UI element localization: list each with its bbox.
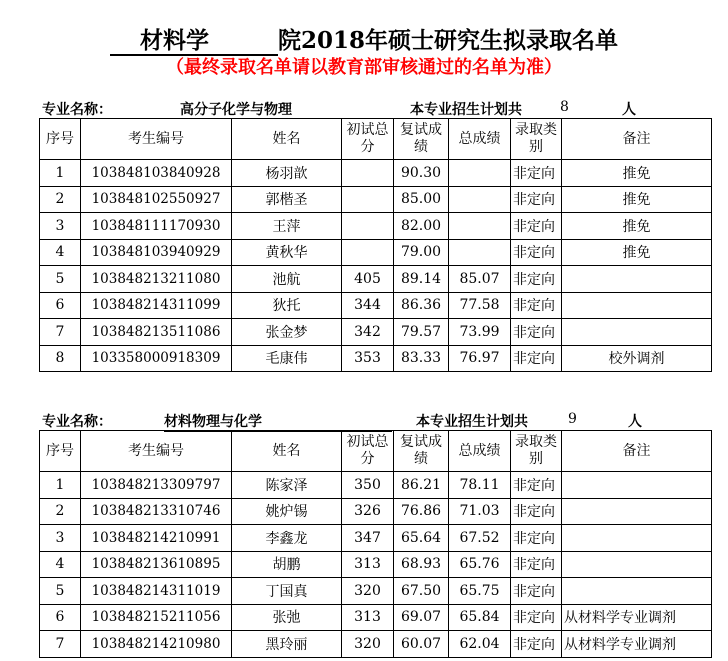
- retest-score-cell: 65.64: [394, 525, 449, 552]
- column-header-total-score: 总成绩: [449, 119, 511, 160]
- total-score-cell: 78.11: [449, 472, 511, 499]
- category-cell: 非定向: [511, 266, 562, 293]
- column-header-total-score: 总成绩: [449, 431, 511, 472]
- remarks-cell: [562, 319, 712, 346]
- candidate-id-cell: 103848213511086: [81, 319, 232, 346]
- candidate-id-cell: 103848215211056: [81, 604, 232, 631]
- retest-score-cell: 60.07: [394, 631, 449, 658]
- major-name: 材料物理与化学: [164, 411, 392, 432]
- candidate-id-cell: 103848214311019: [81, 578, 232, 605]
- initial-score-cell: [342, 160, 394, 187]
- candidate-id-cell: 103848214210980: [81, 631, 232, 658]
- admission-table-1: [39, 430, 712, 658]
- name-cell: 陈家泽: [232, 472, 342, 499]
- candidate-id-cell: 103848214210991: [81, 525, 232, 552]
- category-cell: 非定向: [511, 239, 562, 266]
- initial-score-cell: 320: [342, 631, 394, 658]
- table-row: [40, 213, 712, 240]
- column-header-seq: 序号: [40, 119, 81, 160]
- seq-cell: 3: [40, 213, 81, 240]
- remarks-cell: 推免: [562, 213, 712, 240]
- column-header-retest-score: 复试成绩: [394, 119, 449, 160]
- total-score-cell: 67.52: [449, 525, 511, 552]
- total-score-cell: 65.75: [449, 578, 511, 605]
- seq-cell: 6: [40, 292, 81, 319]
- candidate-id-cell: 103848213309797: [81, 472, 232, 499]
- seq-cell: 1: [40, 160, 81, 187]
- plan-label: 本专业招生计划共: [416, 414, 528, 430]
- remarks-cell: 从材料学专业调剂: [562, 631, 712, 658]
- initial-score-cell: 342: [342, 319, 394, 346]
- total-score-cell: [449, 186, 511, 213]
- remarks-cell: 推免: [562, 186, 712, 213]
- table-row: [40, 551, 712, 578]
- table-row: [40, 578, 712, 605]
- remarks-cell: 从材料学专业调剂: [562, 604, 712, 631]
- name-cell: 丁国真: [232, 578, 342, 605]
- table-row: [40, 239, 712, 266]
- retest-score-cell: 67.50: [394, 578, 449, 605]
- seq-cell: 6: [40, 604, 81, 631]
- initial-score-cell: 320: [342, 578, 394, 605]
- candidate-id-cell: 103848213211080: [81, 266, 232, 293]
- total-score-cell: 65.76: [449, 551, 511, 578]
- category-cell: 非定向: [511, 345, 562, 372]
- name-cell: 毛康伟: [232, 345, 342, 372]
- name-cell: 郭楷圣: [232, 186, 342, 213]
- plan-unit: 人: [622, 102, 636, 118]
- column-header-category: 录取类别: [511, 119, 562, 160]
- column-header-seq: 序号: [40, 431, 81, 472]
- name-cell: 李鑫龙: [232, 525, 342, 552]
- candidate-id-cell: 103848102550927: [81, 186, 232, 213]
- remarks-cell: [562, 525, 712, 552]
- category-cell: 非定向: [511, 631, 562, 658]
- table-row: [40, 186, 712, 213]
- candidate-id-cell: 103848213310746: [81, 498, 232, 525]
- column-header-category: 录取类别: [511, 431, 562, 472]
- remarks-cell: 推免: [562, 160, 712, 187]
- seq-cell: 2: [40, 498, 81, 525]
- seq-cell: 4: [40, 551, 81, 578]
- column-header-name: 姓名: [232, 119, 342, 160]
- name-cell: 王萍: [232, 213, 342, 240]
- admission-table-0: [39, 118, 712, 372]
- retest-score-cell: 89.14: [394, 266, 449, 293]
- column-header-remarks: 备注: [562, 119, 712, 160]
- category-cell: 非定向: [511, 578, 562, 605]
- retest-score-cell: 90.30: [394, 160, 449, 187]
- total-score-cell: 71.03: [449, 498, 511, 525]
- category-cell: 非定向: [511, 213, 562, 240]
- retest-score-cell: 79.00: [394, 239, 449, 266]
- plan-unit: 人: [628, 414, 642, 430]
- seq-cell: 5: [40, 578, 81, 605]
- seq-cell: 1: [40, 472, 81, 499]
- name-cell: 张弛: [232, 604, 342, 631]
- header-row: [40, 431, 712, 472]
- plan-label: 本专业招生计划共: [410, 102, 522, 118]
- total-score-cell: [449, 239, 511, 266]
- seq-cell: 3: [40, 525, 81, 552]
- seq-cell: 5: [40, 266, 81, 293]
- name-cell: 杨羽歆: [232, 160, 342, 187]
- name-cell: 胡鹏: [232, 551, 342, 578]
- seq-cell: 2: [40, 186, 81, 213]
- remarks-cell: [562, 472, 712, 499]
- initial-score-cell: [342, 186, 394, 213]
- category-cell: 非定向: [511, 551, 562, 578]
- name-cell: 池航: [232, 266, 342, 293]
- table-row: [40, 631, 712, 658]
- initial-score-cell: 347: [342, 525, 394, 552]
- table-row: [40, 266, 712, 293]
- retest-score-cell: 68.93: [394, 551, 449, 578]
- retest-score-cell: 82.00: [394, 213, 449, 240]
- seq-cell: 7: [40, 319, 81, 346]
- candidate-id-cell: 103358000918309: [81, 345, 232, 372]
- seq-cell: 4: [40, 239, 81, 266]
- table-row: [40, 345, 712, 372]
- category-cell: 非定向: [511, 498, 562, 525]
- table-row: [40, 292, 712, 319]
- retest-score-cell: 76.86: [394, 498, 449, 525]
- total-score-cell: 62.04: [449, 631, 511, 658]
- remarks-cell: [562, 551, 712, 578]
- notice: （最终录取名单请以教育部审核通过的名单为准）: [166, 57, 562, 78]
- category-cell: 非定向: [511, 319, 562, 346]
- retest-score-cell: 86.21: [394, 472, 449, 499]
- college-name: 材料学: [110, 28, 278, 56]
- total-score-cell: 65.84: [449, 604, 511, 631]
- initial-score-cell: 326: [342, 498, 394, 525]
- major-label: 专业名称：: [42, 102, 112, 118]
- column-header-remarks: 备注: [562, 431, 712, 472]
- category-cell: 非定向: [511, 292, 562, 319]
- title-suffix: 院2018年硕士研究生拟录取名单: [277, 27, 618, 54]
- total-score-cell: 73.99: [449, 319, 511, 346]
- page-title: [0, 22, 728, 56]
- category-cell: 非定向: [511, 160, 562, 187]
- remarks-cell: 校外调剂: [562, 345, 712, 372]
- remarks-cell: 推免: [562, 239, 712, 266]
- seq-cell: 8: [40, 345, 81, 372]
- table-row: [40, 472, 712, 499]
- category-cell: 非定向: [511, 604, 562, 631]
- remarks-cell: [562, 266, 712, 293]
- column-header-initial-score: 初试总分: [342, 119, 394, 160]
- category-cell: 非定向: [511, 525, 562, 552]
- total-score-cell: 76.97: [449, 345, 511, 372]
- total-score-cell: 85.07: [449, 266, 511, 293]
- candidate-id-cell: 103848103840928: [81, 160, 232, 187]
- table-row: [40, 525, 712, 552]
- name-cell: 张金梦: [232, 319, 342, 346]
- remarks-cell: [562, 292, 712, 319]
- major-label: 专业名称：: [42, 414, 112, 430]
- total-score-cell: [449, 160, 511, 187]
- initial-score-cell: 344: [342, 292, 394, 319]
- header-row: [40, 119, 712, 160]
- candidate-id-cell: 103848103940929: [81, 239, 232, 266]
- total-score-cell: 77.58: [449, 292, 511, 319]
- remarks-cell: [562, 578, 712, 605]
- category-cell: 非定向: [511, 186, 562, 213]
- initial-score-cell: 350: [342, 472, 394, 499]
- retest-score-cell: 86.36: [394, 292, 449, 319]
- column-header-initial-score: 初试总分: [342, 431, 394, 472]
- category-cell: 非定向: [511, 472, 562, 499]
- plan-count: 8: [560, 99, 569, 115]
- name-cell: 黑玲丽: [232, 631, 342, 658]
- initial-score-cell: 353: [342, 345, 394, 372]
- name-cell: 狄托: [232, 292, 342, 319]
- candidate-id-cell: 103848111170930: [81, 213, 232, 240]
- total-score-cell: [449, 213, 511, 240]
- retest-score-cell: 85.00: [394, 186, 449, 213]
- plan-count: 9: [568, 411, 577, 427]
- initial-score-cell: [342, 239, 394, 266]
- column-header-retest-score: 复试成绩: [394, 431, 449, 472]
- seq-cell: 7: [40, 631, 81, 658]
- initial-score-cell: 313: [342, 551, 394, 578]
- table-row: [40, 319, 712, 346]
- retest-score-cell: 69.07: [394, 604, 449, 631]
- name-cell: 姚炉锡: [232, 498, 342, 525]
- column-header-candidate-id: 考生编号: [81, 119, 232, 160]
- table-row: [40, 498, 712, 525]
- table-row: [40, 160, 712, 187]
- candidate-id-cell: 103848213610895: [81, 551, 232, 578]
- initial-score-cell: 313: [342, 604, 394, 631]
- major-name: 高分子化学与物理: [180, 102, 292, 118]
- column-header-name: 姓名: [232, 431, 342, 472]
- retest-score-cell: 83.33: [394, 345, 449, 372]
- initial-score-cell: [342, 213, 394, 240]
- retest-score-cell: 79.57: [394, 319, 449, 346]
- name-cell: 黄秋华: [232, 239, 342, 266]
- column-header-candidate-id: 考生编号: [81, 431, 232, 472]
- table-row: [40, 604, 712, 631]
- remarks-cell: [562, 498, 712, 525]
- candidate-id-cell: 103848214311099: [81, 292, 232, 319]
- initial-score-cell: 405: [342, 266, 394, 293]
